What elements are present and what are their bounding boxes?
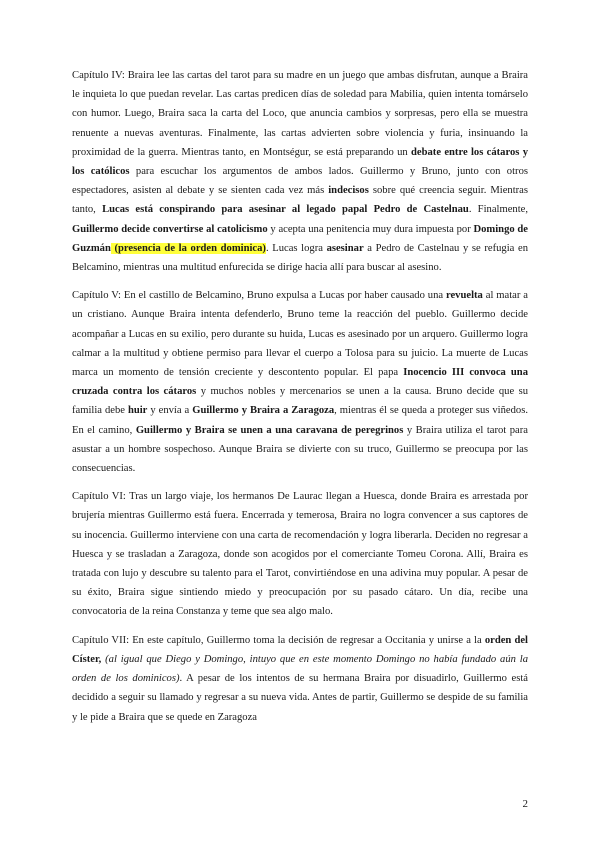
text-run: Capítulo VII: En este capítulo, Guillermo toma la decisión de regresar a Occitania y unirse a la — [72, 634, 485, 646]
paragraph-chapter-6 — [72, 487, 528, 621]
text-run: para escuchar los argumentos de ambos lados. Guillermo y Bruno, junto con otros espectadores, asisten al debate y se sienten cada vez más — [72, 166, 528, 197]
highlighted-text: (presencia de la orden dominica) — [114, 242, 266, 254]
text-run: . Lucas logra — [265, 242, 327, 254]
bold-text: revuelta — [445, 290, 483, 302]
text-run: y Braira utiliza el tarot para asustar a un hombre sospechoso. Aunque Braira se divierte con su truco, Guillermo se preocupa por las consecuencias. — [72, 424, 528, 475]
paragraph-chapter-5 — [72, 286, 528, 478]
text-run: Capítulo V: En el castillo de Belcamino, Bruno expulsa a Lucas por haber causado una — [72, 290, 446, 302]
paragraph-chapter-7 — [72, 631, 528, 727]
highlighted-text — [111, 243, 115, 254]
text-run: y acepta una penitencia muy dura impuesta por — [267, 223, 474, 235]
text-run: sobre qué creencia seguir. Mientras tanto, — [72, 185, 529, 216]
bold-text: huir — [127, 405, 148, 417]
text-run: al matar a un cristiano. Aunque Braira intenta defenderlo, Bruno teme la reacción del pueblo. Guillermo decide acompañar a Lucas en su exilio, pero durante su huida, Lucas es asesinado por un arquero. Guillermo logra calmar a la multitud y obtiene permiso para llevar el cuerpo a Tolosa para su juicio. La muerte de Lucas marca un momento de tensión creciente y descontento popular. El papa — [72, 290, 528, 379]
bold-text: Domingo de Guzmán — [72, 223, 528, 254]
text-run: , mientras él se queda a proteger sus viñedos. En el camino, — [72, 405, 528, 436]
text-run: . Finalmente, — [468, 204, 528, 216]
text-run: a Pedro de Castelnau y se refugia en Belcamino, mientras una multitud enfurecida se dirige hacia allí para buscar al asesino. — [72, 242, 528, 274]
bold-text: asesinar — [326, 242, 364, 254]
text-run: y envía a — [147, 405, 193, 417]
bold-text: Inocencio III convoca una cruzada contra los cátaros — [72, 367, 528, 398]
bold-text: orden del Císter, — [72, 634, 528, 665]
paragraph-chapter-4 — [72, 66, 528, 277]
text-run: Capítulo IV: Braira lee las cartas del tarot para su madre en un juego que ambas disfrutan, aunque a Braira le inquieta lo que puedan revelar. Las cartas predicen días de soledad para Mabilia, quien intenta tomárselo con humor. Luego, Braira saca la carta del Loco, que anuncia cambios y sorpresas, pero ella se muestra renuente a nuevas aventuras. Finalmente, las cartas advierten sobre violencia y furia, insinuando la proximidad de la guerra. Mientras tanto, en Montségur, se está preparando un — [72, 70, 528, 158]
bold-text: Guillermo y Braira se unen a una caravana de peregrinos — [135, 424, 404, 436]
bold-text: indecisos — [328, 185, 369, 197]
document-body — [72, 66, 528, 727]
bold-text: debate entre los cátaros y los católicos — [72, 146, 528, 178]
text-run: . A pesar de los intentos de su hermana Braira por disuadirlo, Guillermo está decidido a seguir su llamado y regresar a su nueva vida. Antes de partir, Guillermo se despide de su familia y le pide a Braira que se quede en Zaragoza — [72, 673, 528, 723]
bold-text: Guillermo y Braira a Zaragoza — [192, 405, 335, 417]
page-number: 2 — [522, 798, 528, 810]
italic-text: (al igual que Diego y Domingo, intuyo que en este momento Domingo no había fundado aún la orden de los dominicos) — [72, 653, 528, 685]
bold-text: Guillermo decide convertirse al catolicismo — [72, 223, 268, 235]
text-run: y muchos nobles y mercenarios se unen a la causa. Bruno decide que su familia debe — [72, 386, 528, 417]
text-run: Capítulo VI: Tras un largo viaje, los hermanos De Laurac llegan a Huesca, donde Braira es arrestada por brujería mientras Guillermo está fuera. Encerrada y temerosa, Braira no logra convencer a sus captores de su inocencia. Guillermo interviene con una carta de recomendación y logra liberarla. Deciden no regresar a Huesca y se trasladan a Zaragoza, donde son acogidos por el comerciante Tomeu Corona. Allí, Braira es tratada con lujo y descubre su talento para el Tarot, convirtiéndose en una adivina muy popular. A pesar de su éxito, Braira sigue sintiendo miedo y preocupación por su pasado cátaro. Un día, recibe una convocatoria de la reina Constanza y teme que sea algo malo. — [72, 491, 528, 618]
bold-text: Lucas está conspirando para asesinar al legado papal Pedro de Castelnau — [102, 204, 469, 216]
